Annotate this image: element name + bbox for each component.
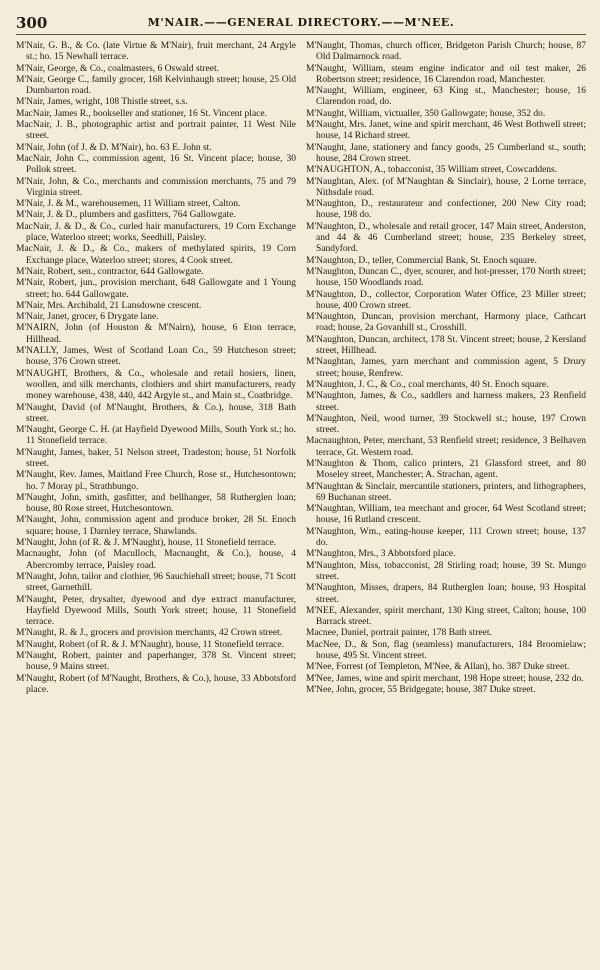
directory-entry: M'Naught, John, commission agent and produce broker, 28 St. Enoch square; house, 1 Darnley terrace, Shawlands. <box>16 515 296 537</box>
directory-entry: M'Nair, J. & M., warehousemen, 11 William street, Calton. <box>16 199 241 210</box>
directory-entry: M'Naught, William, steam engine indicator and oil test maker, 26 Robertson street; residence, 16 Clarendon road, Manchester. <box>306 63 586 85</box>
directory-entry: M'Naught, Jane, stationery and fancy goods, 25 Cumberland st., south; house, 284 Crown street. <box>306 142 586 164</box>
directory-entry: M'Naughtan & Sinclair, mercantile stationers, printers, and lithographers, 69 Buchanan street. <box>306 481 586 503</box>
directory-entry: M'Naught, Robert, painter and paperhanger, 378 St. Vincent street; house, 9 Mains street. <box>16 651 296 673</box>
directory-entry: MacNair, James R., bookseller and stationer, 16 St. Vincent place. <box>16 108 267 119</box>
directory-entry: M'Naught, Mrs. Janet, wine and spirit merchant, 46 West Bothwell street; house, 14 Richard street. <box>306 120 586 142</box>
directory-entry: M'NAIRN, John (of Houston & M'Nairn), house, 6 Eton terrace, Hillhead. <box>16 323 296 345</box>
directory-entry: M'Naughton, D., collector, Corporation Water Office, 23 Miller street; house, 400 Crown street. <box>306 289 586 311</box>
directory-entry: M'NAUGHTON, A., tobacconist, 35 William street, Cowcaddens. <box>306 165 558 176</box>
directory-entry: M'NAUGHT, Brothers, & Co., wholesale and retail hosiers, linen, woollen, and silk merchants, clothiers and shirt manufacturers, ready money warehouse, 438, 440, 442 Argyle st., and Main st., Coatbridge. <box>16 368 296 402</box>
directory-entry: M'Naught, William, engineer, 63 King st., Manchester; house, 16 Clarendon road, do. <box>306 86 586 108</box>
directory-entry: M'Naughton, Miss, tobacconist, 28 Stirling road; house, 39 St. Mungo street. <box>306 560 586 582</box>
directory-entry: Macnaughton, Peter, merchant, 53 Renfield street; residence, 3 Belhaven terrace, Gt. Western road. <box>306 436 586 458</box>
directory-entry: MacNee, D., & Son, flag (seamless) manufacturers, 184 Broomielaw; house, 495 St. Vincent street. <box>306 639 586 662</box>
directory-entry: M'NEE, Alexander, spirit merchant, 130 King street, Calton; house, 100 Barrack street. <box>306 605 586 628</box>
directory-entry: M'Naught, William, victualler, 350 Gallowgate; house, 352 do. <box>306 108 546 119</box>
directory-entry: MacNair, J. B., photographic artist and portrait painter, 11 West Nile street. <box>16 120 296 142</box>
directory-entry: M'Nair, John (of J. & D. M'Nair), ho. 63 E. John st. <box>16 142 212 153</box>
directory-entry: M'Naughton, D., wholesale and retail grocer, 147 Main street, Anderston, and 44 & 46 Cumberland street; house, 235 Berkeley street, Sandyford. <box>306 221 586 255</box>
directory-entry: M'Nair, Mrs. Archibald, 21 Lansdowne crescent. <box>16 300 202 311</box>
directory-entry: M'Nair, George, & Co., coalmasters, 6 Oswald street. <box>16 63 219 74</box>
directory-entry: M'Naught, David (of M'Naught, Brothers, & Co.), house, 318 Bath street. <box>16 402 296 424</box>
directory-entry: M'Naughton, Misses, drapers, 84 Rutherglen loan; house, 93 Hospital street. <box>306 583 586 605</box>
directory-entry: M'Naughton, Mrs., 3 Abbotsford place. <box>306 549 456 560</box>
page-header <box>16 14 586 35</box>
directory-entry: M'Naught, John (of R. & J. M'Naught), house, 11 Stonefield terrace. <box>16 538 277 549</box>
directory-entry: M'Nair, George C., family grocer, 168 Kelvinhaugh street; house, 25 Old Dumbarton road. <box>16 74 296 97</box>
directory-entry: Macnee, Daniel, portrait painter, 178 Bath street. <box>306 628 492 639</box>
directory-entry: M'Naughtan, William, tea merchant and grocer, 64 West Scotland street; house, 16 Rutland crescent. <box>306 504 586 526</box>
directory-entry: MacNair, John C., commission agent, 16 St. Vincent place; house, 30 Pollok street. <box>16 153 296 176</box>
directory-entry: M'Naught, Robert (of R. & J. M'Naught), house, 11 Stonefield terrace. <box>16 639 284 650</box>
directory-entry: M'Naughtan, Alex. (of M'Naughtan & Sinclair), house, 2 Lorne terrace, Nithsdale road. <box>306 176 586 198</box>
directory-entry: M'Naughton, James, & Co., saddlers and harness makers, 23 Renfield street. <box>306 391 586 413</box>
directory-entry: M'Naught, John, smith, gasfitter, and bellhanger, 58 Rutherglen loan; house, 80 Rose street, Hutchesontown. <box>16 492 296 515</box>
directory-entry: M'Naught, James, baker, 51 Nelson street, Tradeston; house, 51 Norfolk street. <box>16 447 296 469</box>
directory-columns <box>16 41 586 696</box>
directory-entry: MacNair, J. & D., & Co., curled hair manufacturers, 19 Corn Exchange place, Waterloo street; works, Seedhill, Paisley. <box>16 221 296 244</box>
directory-entry: M'Naught, R. & J., grocers and provision merchants, 42 Crown street. <box>16 628 283 639</box>
page-number: 300 <box>16 14 48 32</box>
directory-entry: M'Naughton, D., restaurateur and confectioner, 200 New City road; house, 198 do. <box>306 199 586 221</box>
directory-entry: M'Naught, Peter, drysalter, dyewood and dye extract manufacturer, Hayfield Dyewood Mills, South York street; house, 11 Stonefield terrace. <box>16 594 296 628</box>
directory-entry: M'Naughton & Thom, calico printers, 21 Glassford street, and 80 Moseley street, Manchester; A. Strachan, agent. <box>306 458 586 481</box>
directory-entry: M'Naught, Rev. James, Maitland Free Church, Rose st., Hutchesontown; ho. 7 Moray pl., Strathbungo. <box>16 470 296 492</box>
running-title: M'NAIR.——GENERAL DIRECTORY.——M'NEE. <box>147 16 455 29</box>
directory-entry: M'Nee, James, wine and spirit merchant, 198 Hope street; house, 232 do. <box>306 673 584 684</box>
directory-entry: M'Naught, John, tailor and clothier, 96 Sauchiehall street; house, 71 Scott street, Garnethill. <box>16 571 296 594</box>
directory-entry: MacNair, J. & D., & Co., makers of methylated spirits, 19 Corn Exchange place, Waterloo street; stores, 4 Cook street. <box>16 244 296 266</box>
directory-entry: M'Nair, Janet, grocer, 6 Drygate lane. <box>16 312 159 323</box>
directory-entry: M'Naughton, Duncan, provision merchant, Harmony place, Cathcart road; house, 2a Govanhill st., Crosshill. <box>306 312 586 334</box>
directory-entry: M'Nair, Robert, jun., provision merchant, 648 Gallowgate and 1 Young street; ho. 644 Gallowgate. <box>16 278 296 300</box>
directory-entry: M'Nair, John, & Co., merchants and commission merchants, 75 and 79 Virginia street. <box>16 176 296 198</box>
directory-entry: M'Nair, J. & D., plumbers and gasfitters, 764 Gallowgate. <box>16 210 236 221</box>
directory-entry: M'Naught, Thomas, church officer, Bridgeton Parish Church; house, 87 Old Dalmarnock road. <box>306 41 586 63</box>
directory-entry: M'Nair, G. B., & Co. (late Virtue & M'Nair), fruit merchant, 24 Argyle st.; ho. 15 Newhall terrace. <box>16 41 296 63</box>
directory-entry: M'Nair, Robert, sen., contractor, 644 Gallowgate. <box>16 266 204 277</box>
directory-entry: M'Naughton, Neil, wood turner, 39 Stockwell st.; house, 197 Crown street. <box>306 413 586 436</box>
directory-entry: M'Naughton, Duncan C., dyer, scourer, and hot-presser, 170 North street; house, 150 Woodlands road. <box>306 266 586 289</box>
directory-entry: Macnaught, John (of Maculloch, Macnaught, & Co.), house, 4 Abercromby terrace, Paisley road. <box>16 549 296 571</box>
directory-entry: M'Naughton, Wm., eating-house keeper, 111 Crown street; house, 137 do. <box>306 526 586 549</box>
left-column <box>16 41 296 696</box>
directory-entry: M'Naughtan, James, yarn merchant and commission agent, 5 Drury street; house, Renfrew. <box>306 357 586 379</box>
directory-entry: M'Naught, Robert (of M'Naught, Brothers, & Co.), house, 33 Abbotsford place. <box>16 673 296 695</box>
directory-entry: M'Naughton, J. C., & Co., coal merchants, 40 St. Enoch square. <box>306 379 549 390</box>
directory-entry: M'Nee, Forrest (of Templeton, M'Nee, & Allan), ho. 387 Duke street. <box>306 662 570 673</box>
directory-entry: M'Nair, James, wright, 108 Thistle street, s.s. <box>16 97 188 108</box>
directory-entry: M'Nee, John, grocer, 55 Bridgegate; house, 387 Duke street. <box>306 684 536 695</box>
directory-entry: M'Naughton, D., teller, Commercial Bank, St. Enoch square. <box>306 255 537 266</box>
directory-entry: M'Naught, George C. H. (at Hayfield Dyewood Mills, South York st.; ho. 11 Stonefield terrace. <box>16 425 296 447</box>
right-column <box>306 41 586 696</box>
directory-entry: M'NALLY, James, West of Scotland Loan Co., 59 Hutcheson street; house, 376 Crown street. <box>16 346 296 368</box>
directory-entry: M'Naughton, Duncan, architect, 178 St. Vincent street; house, 2 Kersland street, Hillhead. <box>306 334 586 357</box>
